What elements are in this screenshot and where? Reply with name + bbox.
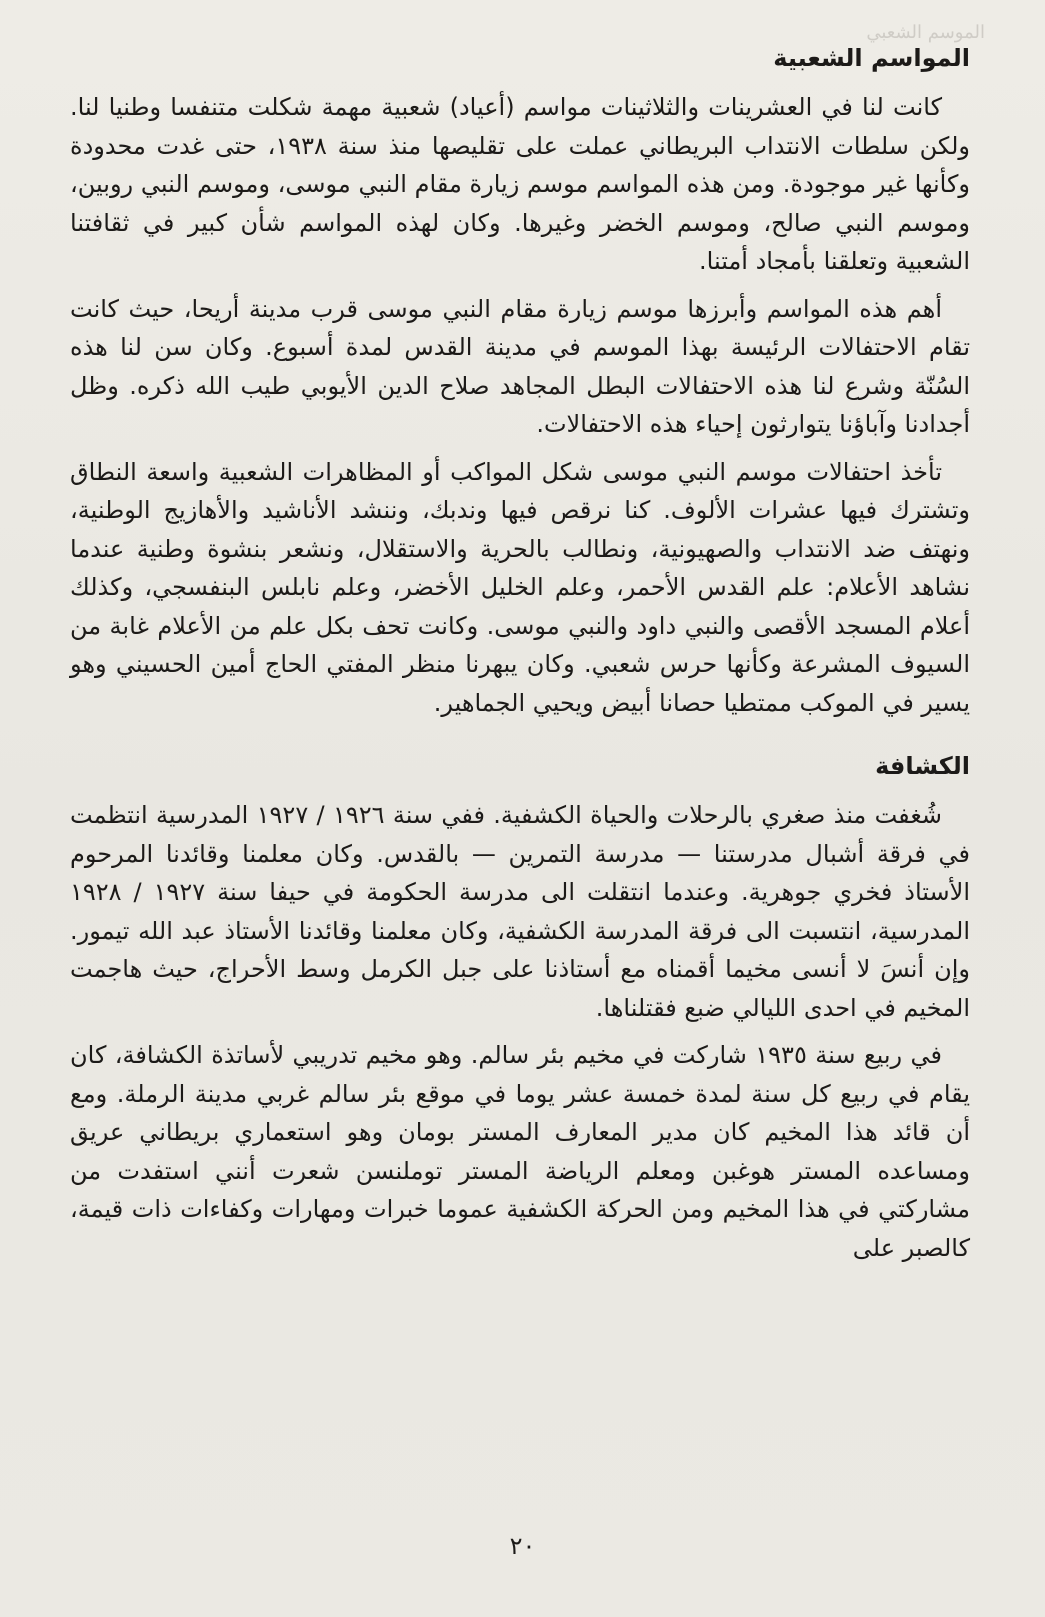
paragraph: شُغفت منذ صغري بالرحلات والحياة الكشفية. ففي سنة ١٩٢٦ / ١٩٢٧ المدرسية انتظمت في فرقة أشبال مدرستنا — مدرسة التمرين — بالقدس. وكان معلمنا وقائدنا المرحوم الأستاذ فخري جوهرية. وعندما انتقلت الى مدرسة الحكومة في حيفا سنة ١٩٢٧ / ١٩٢٨ المدرسية، انتسبت الى فرقة المدرسة الكشفية، وكان معلمنا وقائدنا الأستاذ عبد الله تيمور. وإن أنسَ لا أنسى مخيما أقمناه مع أستاذنا على جبل الكرمل وسط الأحراج، حيث هاجمت المخيم في احدى الليالي ضبع فقتلناها. <box>70 801 970 1022</box>
bleed-through-header: الموسم الشعبي <box>866 22 985 43</box>
paragraph: أهم هذه المواسم وأبرزها موسم زيارة مقام النبي موسى قرب مدينة أريحا، حيث كانت تقام الاحتفالات الرئيسة بهذا الموسم في مدينة القدس لمدة أسبوع. وكان سن لنا هذه السُنّة وشرع لنا هذه الاحتفالات البطل المجاهد صلاح الدين الأيوبي طيب الله ذكره. وظل أجدادنا وآباؤنا يتوارثون إحياء هذه الاحتفالات. <box>70 294 970 438</box>
paragraph: تأخذ احتفالات موسم النبي موسى شكل المواكب أو المظاهرات الشعبية واسعة النطاق وتشترك فيها عشرات الألوف. كنا نرقص فيها وندبك، وننشد الأناشيد والأهازيج الوطنية، ونهتف ضد الانتداب والصهيونية، ونطالب بالحرية والاستقلال، ونشعر بنشوة وطنية عندما نشاهد الأعلام: علم القدس الأحمر، وعلم الخليل الأخضر، وعلم نابلس البنفسجي، وكذلك أعلام المسجد الأقصى والنبي داود والنبي موسى. وكانت تحف بكل علم من الأعلام غابة من السيوف المشرعة وكأنها حرس شعبي. وكان يبهرنا منظر المفتي الحاج أمين الحسيني وهو يسير في الموكب ممتطيا حصانا أبيض ويحيي الجماهير. <box>70 457 970 717</box>
section-heading-folk-seasons: المواسم الشعبية <box>773 44 970 72</box>
paragraph: في ربيع سنة ١٩٣٥ شاركت في مخيم بئر سالم. وهو مخيم تدريبي لأساتذة الكشافة، كان يقام في ربيع كل سنة لمدة خمسة عشر يوما في موقع بئر سالم غربي مدينة الرملة. ومع أن قائد هذا المخيم كان مدير المعارف المستر بومان وهو استعماري بريطاني عريق ومساعده المستر هوغبن ومعلم الرياضة المستر توملنسن شعرت أنني استفدت من مشاركتي في هذا المخيم ومن الحركة الكشفية عموما خبرات ومهارات وكفاءات ذات قيمة، كالصبر على <box>70 1041 970 1262</box>
section-heading-scouting: الكشافة <box>875 752 970 780</box>
page-body <box>70 40 970 1276</box>
page-number: ٢٠ <box>509 1532 536 1560</box>
paragraph: كانت لنا في العشرينات والثلاثينات مواسم (أعياد) شعبية مهمة شكلت متنفسا وطنيا لنا. ولكن سلطات الانتداب البريطاني عملت على تقليصها منذ سنة ١٩٣٨، حتى غدت محدودة وكأنها غير موجودة. ومن هذه المواسم موسم زيارة مقام النبي موسى، وموسم النبي روبين، وموسم النبي صالح، وموسم الخضر وغيرها. وكان لهذه المواسم شأن كبير في ثقافتنا الشعبية وتعلقنا بأمجاد أمتنا. <box>70 93 970 275</box>
